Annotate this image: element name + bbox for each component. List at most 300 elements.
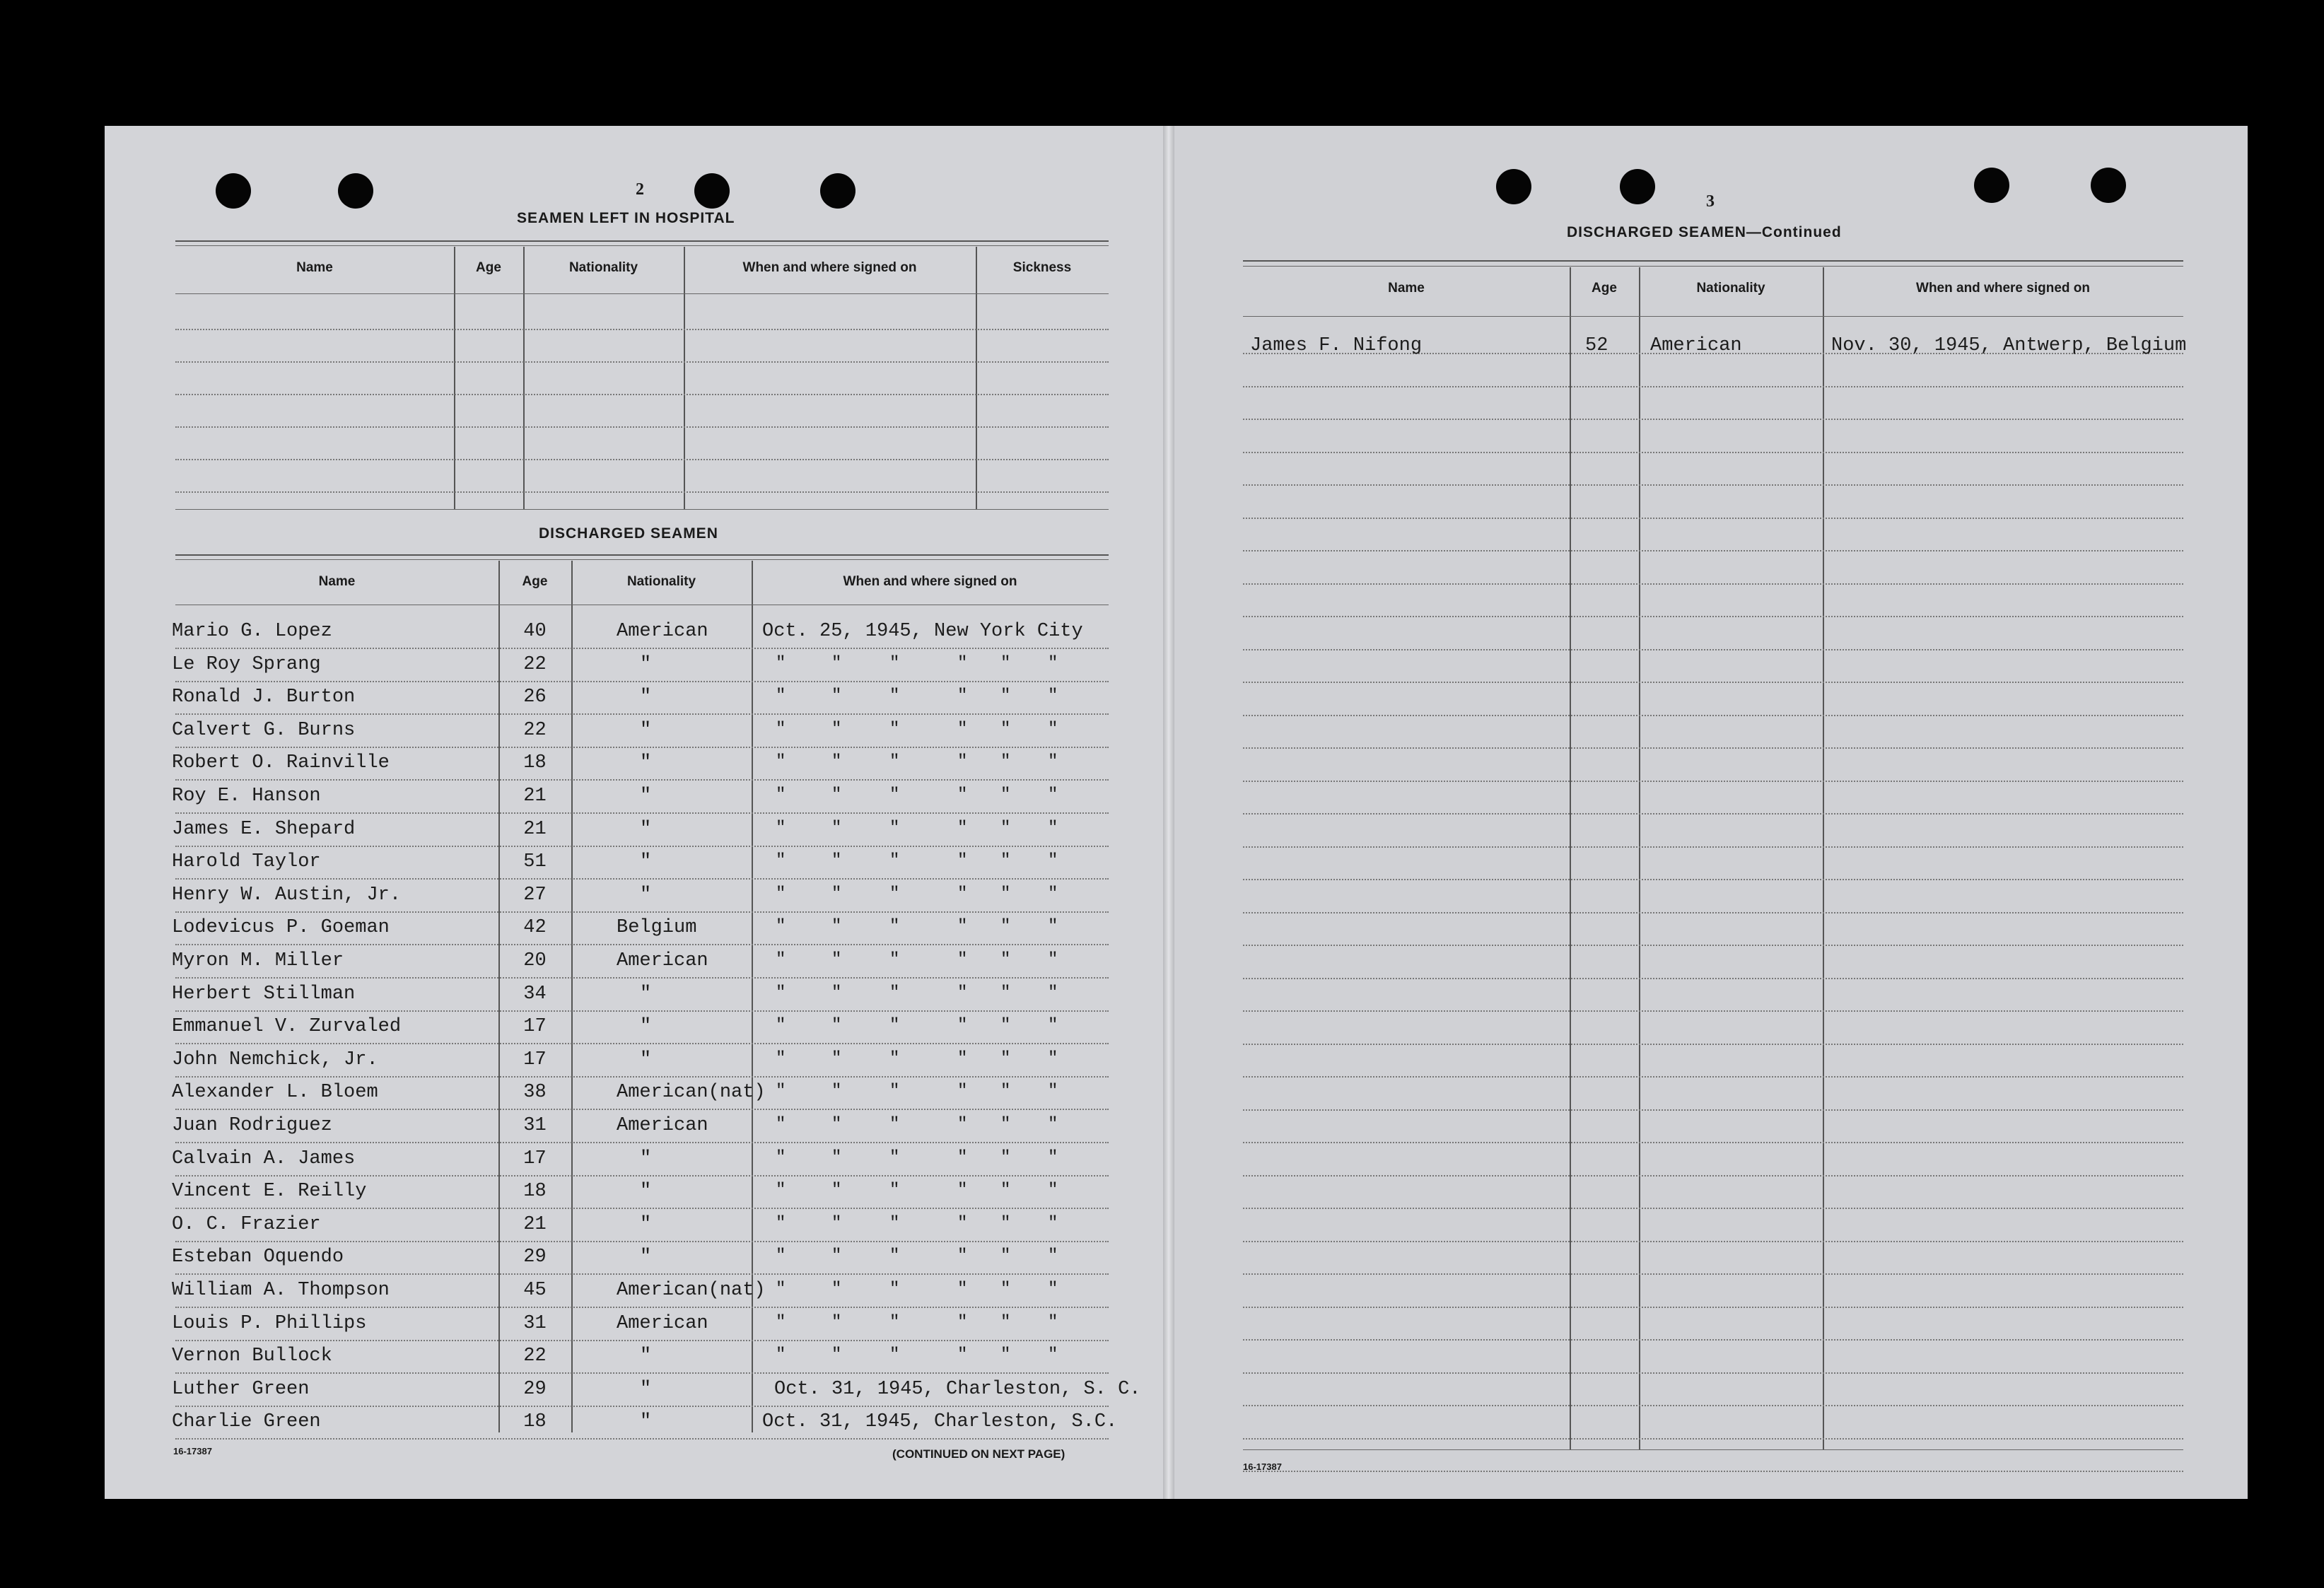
row-line (175, 1307, 1109, 1308)
seaman-nationality: American (617, 621, 708, 642)
row-line (1243, 682, 2183, 683)
ditto-mark: " (1048, 653, 1058, 673)
ditto-mark: " (1048, 1181, 1058, 1201)
ditto-mark: " (831, 851, 842, 871)
row-line (1243, 1109, 2183, 1111)
seaman-nationality: " (640, 1016, 652, 1038)
seaman-name: O. C. Frazier (172, 1213, 321, 1235)
ditto-mark: " (1000, 1016, 1011, 1036)
ditto-mark: " (776, 786, 786, 805)
row-line (175, 1175, 1109, 1177)
ditto-mark: " (776, 1148, 786, 1167)
ditto-mark: " (889, 752, 900, 772)
ditto-mark: " (776, 653, 786, 673)
seaman-nationality: American (1650, 335, 1742, 356)
seaman-nationality: " (640, 818, 652, 840)
ditto-mark: " (776, 818, 786, 838)
punch-hole (216, 173, 251, 209)
ditto-mark: " (776, 1115, 786, 1134)
seaman-name: James E. Shepard (172, 818, 356, 840)
ditto-mark: " (889, 950, 900, 969)
ditto-mark: " (957, 1247, 968, 1266)
ditto-mark: " (889, 1181, 900, 1201)
row-line (175, 1109, 1109, 1110)
ditto-mark: " (831, 1312, 842, 1332)
section-title-discharged: DISCHARGED SEAMEN (539, 525, 718, 542)
page-gutter (1163, 126, 1174, 1499)
row-line (1243, 879, 2183, 880)
seaman-name: Calvain A. James (172, 1148, 356, 1169)
column-header: When and where signed on (1916, 281, 2090, 296)
ditto-mark: " (1048, 752, 1058, 772)
ditto-mark: " (957, 1345, 968, 1365)
row-line (175, 713, 1109, 715)
ditto-mark: " (889, 1213, 900, 1233)
seaman-name: Vincent E. Reilly (172, 1181, 367, 1203)
right-page (1169, 126, 2248, 1499)
row-line (1243, 747, 2183, 749)
ditto-mark: " (831, 818, 842, 838)
column-divider (571, 561, 573, 1432)
seaman-age: 22 (523, 653, 547, 675)
row-line (1243, 781, 2183, 782)
row-line (175, 1372, 1109, 1374)
ditto-mark: " (889, 653, 900, 673)
ditto-mark: " (1000, 1115, 1011, 1134)
ditto-mark: " (1000, 983, 1011, 1003)
ditto-mark: " (957, 1115, 968, 1134)
row-line (1243, 616, 2183, 617)
ditto-mark: " (1000, 950, 1011, 969)
ditto-mark: " (889, 687, 900, 706)
seaman-name: Alexander L. Bloem (172, 1082, 378, 1104)
punch-hole (1496, 169, 1531, 204)
signed-on: Oct. 31, 1945, Charleston, S. C. (774, 1378, 1141, 1400)
seaman-name: Ronald J. Burton (172, 687, 356, 708)
ditto-mark: " (957, 1280, 968, 1299)
ditto-mark: " (1000, 719, 1011, 739)
rule (175, 293, 1109, 294)
ditto-mark: " (889, 1280, 900, 1299)
row-line (1243, 583, 2183, 585)
ditto-mark: " (889, 719, 900, 739)
ditto-mark: " (1048, 1049, 1058, 1068)
seaman-nationality: American (617, 1312, 708, 1334)
column-header: When and where signed on (843, 574, 1017, 589)
column-divider (454, 247, 455, 510)
ditto-mark: " (776, 719, 786, 739)
ditto-mark: " (1048, 1016, 1058, 1036)
ditto-mark: " (776, 917, 786, 937)
row-line (1243, 715, 2183, 716)
ditto-mark: " (831, 884, 842, 904)
seaman-age: 31 (523, 1312, 547, 1334)
ditto-mark: " (776, 851, 786, 871)
column-header: Age (476, 260, 501, 275)
ditto-mark: " (957, 653, 968, 673)
seaman-age: 22 (523, 1345, 547, 1367)
seaman-age: 21 (523, 786, 547, 807)
seaman-age: 22 (523, 719, 547, 741)
row-line (175, 1438, 1109, 1440)
ditto-mark: " (831, 1213, 842, 1233)
seaman-age: 17 (523, 1016, 547, 1038)
rule (1243, 266, 2183, 267)
ditto-mark: " (831, 1016, 842, 1036)
row-line (1243, 1339, 2183, 1341)
seaman-age: 29 (523, 1247, 547, 1268)
row-line (175, 1340, 1109, 1341)
seaman-nationality: " (640, 1148, 652, 1169)
ditto-mark: " (1000, 653, 1011, 673)
column-header: Name (296, 260, 333, 275)
seaman-name: William A. Thompson (172, 1280, 390, 1301)
seaman-age: 42 (523, 917, 547, 939)
ditto-mark: " (831, 653, 842, 673)
seaman-nationality: " (640, 884, 652, 906)
column-header: Nationality (626, 574, 696, 589)
seaman-nationality: American(nat) (617, 1280, 766, 1301)
ditto-mark: " (831, 1247, 842, 1266)
ditto-mark: " (1000, 851, 1011, 871)
row-line (175, 977, 1109, 979)
row-line (1243, 1241, 2183, 1242)
ditto-mark: " (1000, 1213, 1011, 1233)
seaman-name: Le Roy Sprang (172, 653, 321, 675)
ditto-mark: " (1000, 818, 1011, 838)
ditto-mark: " (1000, 1280, 1011, 1299)
ditto-mark: " (889, 917, 900, 937)
ditto-mark: " (831, 719, 842, 739)
continued-note: (CONTINUED ON NEXT PAGE) (892, 1447, 1065, 1461)
ditto-mark: " (1048, 687, 1058, 706)
ditto-mark: " (957, 786, 968, 805)
seaman-age: 21 (523, 818, 547, 840)
ditto-mark: " (831, 1115, 842, 1134)
row-line (1243, 1010, 2183, 1012)
seaman-name: Herbert Stillman (172, 983, 356, 1005)
ditto-mark: " (776, 983, 786, 1003)
column-header: Nationality (1696, 281, 1765, 296)
seaman-name: Vernon Bullock (172, 1345, 332, 1367)
seaman-name: Luther Green (172, 1378, 310, 1400)
seaman-age: 29 (523, 1378, 547, 1400)
row-line (175, 779, 1109, 781)
column-divider (684, 247, 685, 510)
row-line (175, 944, 1109, 945)
row-line (1243, 1405, 2183, 1406)
ditto-mark: " (1048, 786, 1058, 805)
ditto-mark: " (1048, 983, 1058, 1003)
rule (175, 509, 1109, 510)
row-line (175, 1241, 1109, 1242)
row-line (1243, 649, 2183, 650)
column-header: Name (318, 574, 356, 589)
seaman-name: Lodevicus P. Goeman (172, 917, 390, 939)
ditto-mark: " (957, 1082, 968, 1102)
ditto-mark: " (831, 1280, 842, 1299)
seaman-name: Myron M. Miller (172, 950, 344, 971)
ditto-mark: " (889, 851, 900, 871)
punch-hole (1620, 169, 1655, 204)
column-header: Age (522, 574, 548, 589)
row-line (175, 1273, 1109, 1275)
column-header: Sickness (1012, 260, 1072, 275)
row-line (175, 1076, 1109, 1078)
ditto-mark: " (1048, 1148, 1058, 1167)
seaman-age: 20 (523, 950, 547, 971)
ditto-mark: " (889, 1115, 900, 1134)
rule (1243, 260, 2183, 262)
rule (1243, 316, 2183, 317)
seaman-age: 18 (523, 1411, 547, 1433)
ditto-mark: " (1048, 1213, 1058, 1233)
ditto-mark: " (776, 752, 786, 772)
ditto-mark: " (889, 1049, 900, 1068)
seaman-nationality: " (640, 1049, 652, 1070)
column-header: Nationality (568, 260, 638, 275)
ditto-mark: " (1048, 1082, 1058, 1102)
ditto-mark: " (1048, 917, 1058, 937)
ditto-mark: " (1000, 1181, 1011, 1201)
row-line (1243, 945, 2183, 946)
seaman-nationality: " (640, 1247, 652, 1268)
ditto-mark: " (1048, 818, 1058, 838)
row-line (175, 1010, 1109, 1012)
row-line (1243, 1208, 2183, 1209)
row-line (1243, 846, 2183, 848)
column-header: Name (1388, 281, 1425, 296)
column-header: When and where signed on (742, 260, 917, 275)
ditto-mark: " (776, 1345, 786, 1365)
ditto-mark: " (776, 950, 786, 969)
row-line (1243, 452, 2183, 453)
row-line (1243, 1372, 2183, 1374)
ditto-mark: " (1048, 719, 1058, 739)
section-title-discharged-continued: DISCHARGED SEAMEN—Continued (1567, 224, 1842, 240)
ditto-mark: " (1000, 1148, 1011, 1167)
signed-on: Nov. 30, 1945, Antwerp, Belgium (1831, 335, 2187, 356)
seaman-nationality: " (640, 786, 652, 807)
rule (175, 559, 1109, 560)
seaman-name: Robert O. Rainville (172, 752, 390, 774)
column-divider (976, 247, 977, 510)
ditto-mark: " (957, 719, 968, 739)
row-line (175, 459, 1109, 460)
row-line (175, 1406, 1109, 1407)
row-line (175, 1142, 1109, 1143)
ditto-mark: " (831, 950, 842, 969)
ditto-mark: " (1000, 1312, 1011, 1332)
ditto-mark: " (1048, 1312, 1058, 1332)
row-line (175, 911, 1109, 913)
seaman-age: 18 (523, 1181, 547, 1203)
seaman-nationality: " (640, 752, 652, 774)
ditto-mark: " (776, 1049, 786, 1068)
ditto-mark: " (1000, 1049, 1011, 1068)
row-line (175, 846, 1109, 847)
ditto-mark: " (1048, 884, 1058, 904)
seaman-nationality: " (640, 851, 652, 873)
ditto-mark: " (1000, 786, 1011, 805)
ditto-mark: " (957, 1016, 968, 1036)
seaman-age: 17 (523, 1049, 547, 1070)
seaman-nationality: " (640, 1213, 652, 1235)
seaman-age: 18 (523, 752, 547, 774)
row-line (175, 394, 1109, 395)
ditto-mark: " (889, 1016, 900, 1036)
row-line (1243, 912, 2183, 913)
seaman-name: Mario G. Lopez (172, 621, 332, 642)
ditto-mark: " (1000, 884, 1011, 904)
row-line (1243, 518, 2183, 519)
row-line (175, 648, 1109, 649)
seaman-name: Charlie Green (172, 1411, 321, 1433)
ditto-mark: " (889, 1148, 900, 1167)
seaman-age: 34 (523, 983, 547, 1005)
row-line (175, 812, 1109, 814)
row-line (1243, 1044, 2183, 1045)
punch-hole (2091, 168, 2126, 203)
seaman-nationality: " (640, 983, 652, 1005)
form-number: 16-17387 (1243, 1461, 1282, 1472)
row-line (175, 747, 1109, 748)
row-line (1243, 1175, 2183, 1177)
ditto-mark: " (776, 1280, 786, 1299)
seaman-nationality: " (640, 1181, 652, 1203)
seaman-nationality: American (617, 1115, 708, 1136)
punch-hole (694, 173, 730, 209)
seaman-age: 17 (523, 1148, 547, 1169)
row-line (1243, 1438, 2183, 1440)
row-line (1243, 550, 2183, 551)
seaman-name: Harold Taylor (172, 851, 321, 873)
seaman-age: 27 (523, 884, 547, 906)
row-line (175, 329, 1109, 330)
seaman-name: Emmanuel V. Zurvaled (172, 1016, 402, 1038)
row-line (1243, 978, 2183, 979)
ditto-mark: " (1000, 687, 1011, 706)
ditto-mark: " (831, 752, 842, 772)
ditto-mark: " (889, 884, 900, 904)
seaman-age: 31 (523, 1115, 547, 1136)
row-line (175, 361, 1109, 363)
ditto-mark: " (957, 687, 968, 706)
seaman-name: Juan Rodriguez (172, 1115, 332, 1136)
seaman-nationality: American(nat) (617, 1082, 766, 1104)
ditto-mark: " (889, 1247, 900, 1266)
punch-hole (338, 173, 373, 209)
section-title-hospital: SEAMEN LEFT IN HOSPITAL (517, 210, 735, 226)
row-line (1243, 1471, 2183, 1472)
ditto-mark: " (1048, 1280, 1058, 1299)
ditto-mark: " (776, 884, 786, 904)
row-line (1243, 1307, 2183, 1308)
seaman-name: Calvert G. Burns (172, 719, 356, 741)
seaman-nationality: " (640, 653, 652, 675)
row-line (1243, 1076, 2183, 1078)
seaman-nationality: Belgium (617, 917, 697, 939)
rule (1243, 1449, 2183, 1450)
column-divider (752, 561, 753, 1432)
row-line (175, 1208, 1109, 1209)
row-line (1243, 1142, 2183, 1143)
ditto-mark: " (1048, 1345, 1058, 1365)
seaman-name: Louis P. Phillips (172, 1312, 367, 1334)
ditto-mark: " (957, 1148, 968, 1167)
ditto-mark: " (1000, 1082, 1011, 1102)
ditto-mark: " (889, 1345, 900, 1365)
page-number: 2 (636, 180, 644, 199)
signed-on: Oct. 25, 1945, New York City (762, 621, 1083, 642)
ditto-mark: " (1000, 1345, 1011, 1365)
seaman-nationality: " (640, 1411, 652, 1433)
ditto-mark: " (889, 786, 900, 805)
ditto-mark: " (776, 1181, 786, 1201)
ditto-mark: " (957, 752, 968, 772)
ditto-mark: " (1048, 851, 1058, 871)
ditto-mark: " (957, 818, 968, 838)
seaman-nationality: " (640, 1378, 652, 1400)
signed-on: Oct. 31, 1945, Charleston, S.C. (762, 1411, 1118, 1433)
ditto-mark: " (776, 1213, 786, 1233)
seaman-age: 45 (523, 1280, 547, 1301)
seaman-name: Roy E. Hanson (172, 786, 321, 807)
row-line (175, 681, 1109, 682)
ditto-mark: " (831, 983, 842, 1003)
seaman-age: 52 (1585, 335, 1608, 356)
seaman-age: 26 (523, 687, 547, 708)
ditto-mark: " (831, 917, 842, 937)
ditto-mark: " (889, 1312, 900, 1332)
row-line (1243, 1273, 2183, 1275)
seaman-name: James F. Nifong (1250, 335, 1423, 356)
ditto-mark: " (831, 1049, 842, 1068)
form-number: 16-17387 (173, 1446, 212, 1456)
ditto-mark: " (1000, 1247, 1011, 1266)
row-line (1243, 484, 2183, 486)
punch-hole (820, 173, 856, 209)
ditto-mark: " (776, 1247, 786, 1266)
row-line (1243, 419, 2183, 420)
row-line (1243, 386, 2183, 387)
ditto-mark: " (1000, 752, 1011, 772)
ditto-mark: " (957, 1312, 968, 1332)
row-line (1243, 813, 2183, 815)
row-line (175, 426, 1109, 428)
ditto-mark: " (957, 950, 968, 969)
seaman-age: 21 (523, 1213, 547, 1235)
ditto-mark: " (1048, 1115, 1058, 1134)
ditto-mark: " (831, 1181, 842, 1201)
seaman-name: Esteban Oquendo (172, 1247, 344, 1268)
ditto-mark: " (1048, 950, 1058, 969)
ditto-mark: " (957, 1213, 968, 1233)
ditto-mark: " (957, 983, 968, 1003)
rule (175, 245, 1109, 246)
ditto-mark: " (831, 687, 842, 706)
seaman-age: 51 (523, 851, 547, 873)
ditto-mark: " (957, 1049, 968, 1068)
row-line (175, 491, 1109, 493)
seaman-nationality: " (640, 687, 652, 708)
ditto-mark: " (957, 884, 968, 904)
seaman-nationality: American (617, 950, 708, 971)
seaman-nationality: " (640, 1345, 652, 1367)
seaman-name: John Nemchick, Jr. (172, 1049, 378, 1070)
seaman-nationality: " (640, 719, 652, 741)
ditto-mark: " (831, 1345, 842, 1365)
